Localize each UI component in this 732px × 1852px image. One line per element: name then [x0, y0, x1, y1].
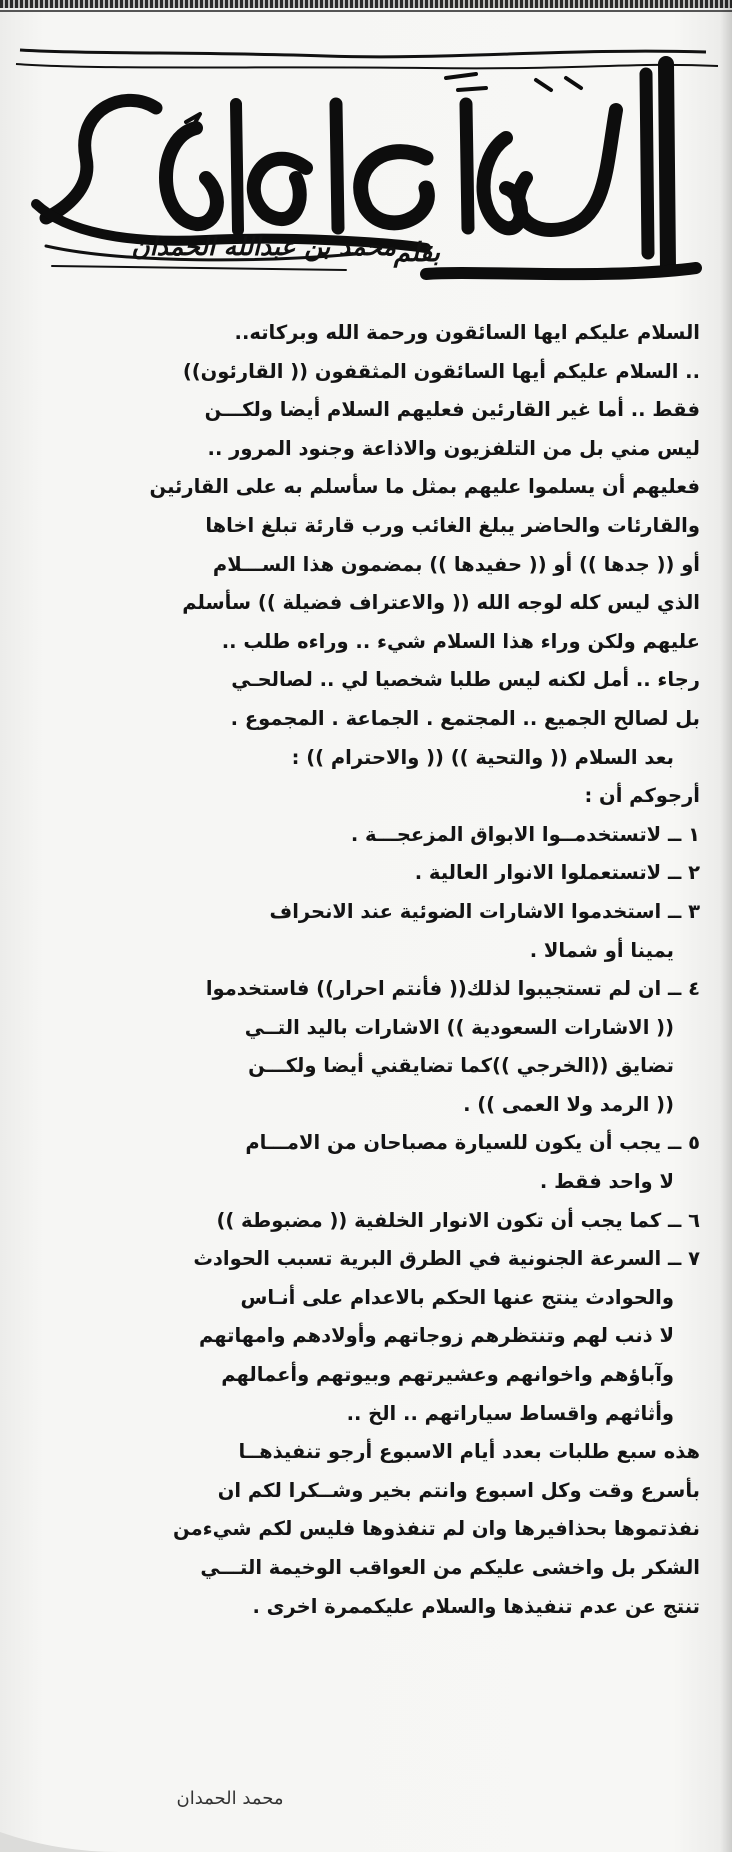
- byline-prefix: بقلم: [393, 238, 440, 268]
- request-item-line: (( الرمد ولا العمى )) .: [463, 1092, 674, 1116]
- request-item-line: وأثاثهم واقساط سياراتهم .. الخ ..: [346, 1401, 674, 1425]
- request-item-line: ٥ ــ يجب أن يكون للسيارة مصباحان من الامـــام: [245, 1131, 700, 1155]
- closing-line: هذه سبع طلبات بعدد أيام الاسبوع أرجو تنفيذهــا: [238, 1440, 700, 1464]
- closing-line: تنتج عن عدم تنفيذها والسلام عليكممرة اخرى .: [252, 1594, 700, 1618]
- request-item: [24, 893, 700, 970]
- article-line: .. السلام عليكم أيها السائقون المثقفون (( القارئون)): [182, 359, 700, 383]
- request-item-line: تضايق ((الخرجي ))كما تضايقني أيضا ولكـــن: [248, 1054, 674, 1078]
- request-item-line: يمينا أو شمالا .: [529, 938, 674, 962]
- request-item-line: ١ ــ لاتستخدمــوا الابواق المزعجـــة .: [350, 822, 700, 846]
- article-line: الذي ليس كله لوجه الله (( والاعتراف فضيلة )) سأسلم: [182, 591, 700, 615]
- article-line: بل لصالح الجميع .. المجتمع . الجماعة . المجموع .: [230, 706, 700, 730]
- request-item-line: ٣ ــ استخدموا الاشارات الضوئية عند الانحراف: [269, 899, 700, 923]
- column-masthead: [6, 18, 728, 304]
- request-item: [24, 854, 700, 893]
- article-body: [24, 314, 700, 1626]
- request-item: [24, 1124, 700, 1201]
- request-item-line: لا واحد فقط .: [539, 1170, 674, 1194]
- article-line: أرجوكم أن :: [584, 784, 700, 808]
- closing-line: نفذتموها بحذافيرها وان لم تنفذوها فليس لكم شيءمن: [173, 1517, 700, 1541]
- request-item: [24, 1240, 700, 1433]
- article-line: السلام عليكم ايها السائقون ورحمة الله وبركاته..: [234, 321, 700, 344]
- request-item-line: ٤ ــ ان لم تستجيبوا لذلك(( فأنتم احرار)) فاستخدموا: [205, 977, 700, 1001]
- request-item-line: ٦ ــ كما يجب أن تكون الانوار الخلفية (( مضبوطة )): [216, 1208, 700, 1232]
- article-line: أو (( جدها )) أو (( حفيدها )) بمضمون هذا الســـلام: [212, 552, 700, 576]
- request-item: [24, 1202, 700, 1241]
- request-item-line: ٢ ــ لاتستعملوا الانوار العالية .: [414, 861, 700, 885]
- article-line: بعد السلام (( والتحية )) (( والاحترام )) :: [291, 745, 674, 769]
- top-border-rule: [0, 0, 732, 8]
- request-item: [24, 816, 700, 855]
- request-item-line: وآباؤهم واخوانهم وعشيرتهم وبيوتهم وأعمالهم: [221, 1363, 674, 1387]
- page-edge-shadow: [720, 0, 732, 1852]
- closing-line: بأسرع وقت وكل اسبوع وانتم بخير وشــكرا لكم ان: [217, 1478, 700, 1502]
- signature: محمد الحمدان: [176, 1788, 284, 1809]
- masthead-calligraphy: [6, 18, 728, 304]
- request-item-line: لا ذنب لهم وتنتظرهم زوجاتهم وأولادهم وامهاتهم: [198, 1324, 674, 1348]
- page-bottom-curl: [0, 1812, 732, 1852]
- top-border-line: [0, 10, 732, 12]
- request-item-line: ٧ ــ السرعة الجنونية في الطرق البرية تسبب الحوادث: [193, 1247, 700, 1271]
- article-line: والقارئات والحاضر يبلغ الغائب ورب قارئة تبلغ اخاها: [205, 513, 700, 537]
- article-line: رجاء .. أمل لكنه ليس طلبا شخصيا لي .. لصالحـي: [231, 668, 700, 692]
- article-line: فعليهم أن يسلموا عليهم بمثل ما سأسلم به على القارئين: [149, 475, 700, 499]
- request-item-line: (( الاشارات السعودية )) الاشارات باليد التــي: [244, 1015, 674, 1039]
- closing-line: الشكر بل واخشى عليكم من العواقب الوخيمة التـــي: [200, 1556, 700, 1579]
- byline-author: محمد بن عبدالله الحمدان: [131, 232, 396, 261]
- request-item-line: والحوادث ينتج عنها الحكم بالاعدام على أنـاس: [240, 1285, 674, 1309]
- article-line: عليهم ولكن وراء هذا السلام شيء .. وراءه طلب ..: [221, 629, 700, 653]
- request-item: [24, 970, 700, 1124]
- article-line: فقط .. أما غير القارئين فعليهم السلام أيضا ولكـــن: [204, 398, 700, 422]
- article-line: ليس مني بل من التلفزيون والاذاعة وجنود المرور ..: [207, 436, 700, 460]
